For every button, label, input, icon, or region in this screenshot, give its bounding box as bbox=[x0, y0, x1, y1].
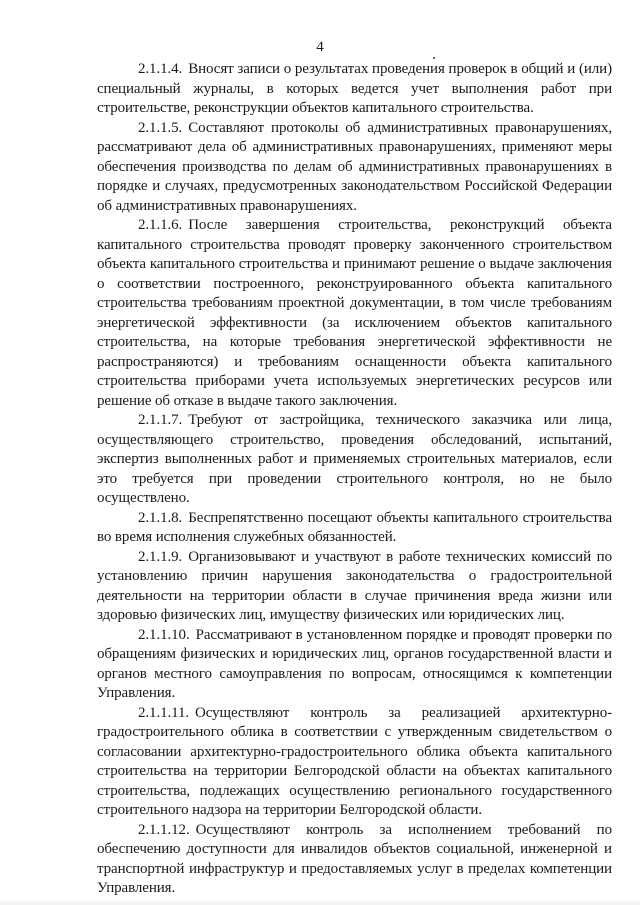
paragraph-text: Рассматривают в установленном порядке и проводят проверки по обращениям физических и юридических лиц, органов государственной власти и органов местного самоуправления по вопросам, относящимся к компетенции Управления. bbox=[97, 626, 612, 701]
page-number: 4 bbox=[316, 39, 324, 55]
paragraph-text: Осуществляют контроль за исполнением требований по обеспечению доступности для инвалидов объектов социальной, инженерной и транспортной инфраструктур и предоставляемых услуг в пределах компетенции Управления. bbox=[97, 821, 612, 896]
paragraph-2-1-1-4 bbox=[97, 60, 612, 119]
paragraph-2-1-1-8 bbox=[97, 509, 612, 548]
paragraph-2-1-1-12 bbox=[97, 821, 612, 899]
paragraph-text: Составляют протоколы об административных правонарушениях, рассматривают дела об административных правонарушениях, применяют меры обеспечения производства по делам об административных правонарушениях в порядке и случаях, предусмотренных законодательством Российской Федерации об административных правонарушениях. bbox=[97, 119, 612, 214]
paragraph-text: После завершения строительства, реконструкций объекта капитального строительства проводят проверку законченного строительством объекта капитального строительства и принимают решение о выдаче заключения о соответствии построенного, реконструированного объекта капитального строительства требованиям проектной документации, в том числе требованиям энергетической эффективности (за исключением объектов капитального строительства, на которые требования энергетической эффективности не распространяются) и требованиям оснащенности объекта капитального строительства приборами учета используемых энергетических ресурсов или решение об отказе в выдаче такого заключения. bbox=[97, 217, 612, 409]
paragraph-text: Организовывают и участвуют в работе технических комиссий по установлению причин нарушения законодательства о градостроительной деятельности на территории области в случае причинения вреда жизни или здоровью физических лиц, имуществу физических или юридических лиц. bbox=[97, 548, 612, 623]
paragraph-2-1-1-9 bbox=[97, 548, 612, 626]
paragraph-2-1-1-5 bbox=[97, 119, 612, 217]
paragraph-text: Беспрепятственно посещают объекты капитального строительства во время исполнения служебных обязанностей. bbox=[97, 509, 612, 545]
paragraph-number: 2.1.1.9. bbox=[138, 548, 183, 565]
document-body bbox=[97, 60, 612, 899]
paragraph-number: 2.1.1.7. bbox=[138, 412, 183, 428]
scan-speck bbox=[433, 57, 435, 59]
paragraph-2-1-1-10 bbox=[97, 626, 612, 704]
paragraph-2-1-1-11 bbox=[97, 704, 612, 821]
paragraph-number: 2.1.1.11. bbox=[138, 704, 190, 721]
paragraph-text: Требуют от застройщика, технического заказчика или лица, осуществляющего строительство, проведения обследований, испытаний, экспертиз выполненных работ и применяемых строительных материалов, если это требуется при проведении строительного контроля, но не было осуществлено. bbox=[97, 412, 612, 506]
scan-bottom-edge bbox=[0, 899, 640, 905]
paragraph-number: 2.1.1.8. bbox=[138, 509, 183, 526]
paragraph-number: 2.1.1.4. bbox=[138, 61, 183, 77]
paragraph-2-1-1-7 bbox=[97, 411, 612, 509]
paragraph-2-1-1-6 bbox=[97, 216, 612, 411]
paragraph-number: 2.1.1.12. bbox=[138, 821, 190, 838]
paragraph-text: Вносят записи о результатах проведения проверок в общий и (или) специальный журналы, в которых ведется учет выполнения работ при строительстве, реконструкции объектов капитального строительства. bbox=[97, 61, 612, 116]
paragraph-number: 2.1.1.6. bbox=[138, 217, 183, 233]
paragraph-number: 2.1.1.5. bbox=[138, 119, 183, 136]
paragraph-number: 2.1.1.10. bbox=[138, 626, 190, 643]
paragraph-text: Осуществляют контроль за реализацией архитектурно-градостроительного облика в соответствии с утвержденным свидетельством о согласовании архитектурно-градостроительного облика объекта капитального строительства на территории Белгородской области на объектах капитального строительства, подлежащих осуществлению регионального государственного строительного надзора на территории Белгородской области. bbox=[97, 704, 612, 818]
